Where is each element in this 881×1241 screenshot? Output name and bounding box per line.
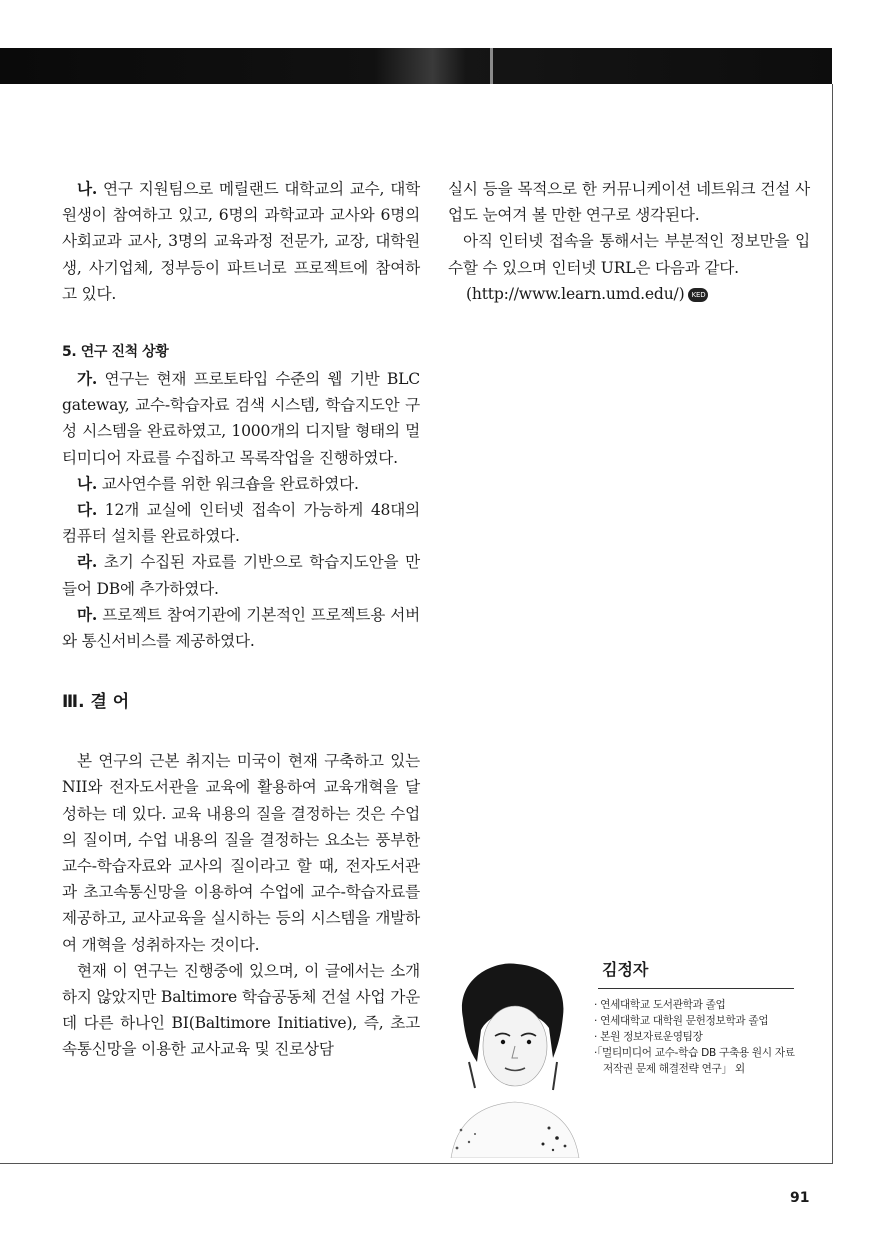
url-line — [448, 281, 810, 307]
bio-item: ·「멀티미디어 교수-학습 DB 구축용 원시 자료 저작권 문제 해결전략 연구」 외 — [594, 1047, 795, 1075]
left-column — [62, 176, 420, 1063]
author-photo — [445, 958, 585, 1158]
item-text: 연구는 현재 프로토타입 수준의 웹 기반 BLC gateway, 교수-학습자료 검색 시스템, 학습지도안 구성 시스템을 완료하였고, 1000개의 디지탈 형태의 멀티미디어 자료를 수집하고 목록작업을 진행하였다. — [62, 370, 420, 467]
paragraph-na — [62, 176, 420, 307]
item-text: 12개 교실에 인터넷 접속이 가능하게 48대의 컴퓨터 설치를 완료하였다. — [62, 501, 420, 546]
continuation-paragraph: 실시 등을 목적으로 한 커뮤니케이션 네트워크 건설 사업도 눈여겨 볼 만한 연구로 생각된다. — [448, 180, 810, 225]
progress-item-ma — [62, 602, 420, 654]
header-bar — [0, 48, 832, 84]
author-profile — [594, 958, 804, 1077]
item-lead: 나. — [77, 179, 98, 198]
item-text: 초기 수집된 자료를 기반으로 학습지도안을 만들어 DB에 추가하였다. — [62, 553, 420, 598]
closing-paragraph: 아직 인터넷 접속을 통해서는 부분적인 정보만을 입수할 수 있으며 인터넷 URL은 다음과 같다. — [448, 232, 810, 277]
chapter-3-heading: Ⅲ. 결 어 — [62, 692, 130, 713]
item-lead: 가. — [77, 369, 98, 389]
item-text: 교사연수를 위한 워크숍을 완료하였다. — [97, 474, 359, 493]
header-bar-divider — [490, 48, 493, 84]
url-link[interactable]: (http://www.learn.umd.edu/) — [466, 284, 685, 303]
item-lead: 나. — [77, 473, 98, 493]
bottom-border-rule — [0, 1163, 833, 1164]
author-name: 김정자 — [602, 960, 649, 979]
item-lead: 마. — [77, 604, 98, 624]
bio-item: · 본원 정보자료운영팀장 — [594, 1031, 703, 1043]
page-number: 91 — [790, 1190, 810, 1206]
section-5-heading: 5. 연구 진척 상황 — [62, 344, 169, 361]
conclusion-paragraph-2: 현재 이 연구는 진행중에 있으며, 이 글에서는 소개하지 않았지만 Baltimore 학습공동체 건설 사업 가운데 다른 하나인 BI(Baltimore Initiative), 즉, 초고속통신망을 이용한 교사교육 및 진로상담 — [62, 961, 420, 1059]
item-text: 프로젝트 참여기관에 기본적인 프로젝트용 서버와 통신서비스를 제공하였다. — [62, 605, 420, 651]
bio-item: · 연세대학교 대학원 문헌정보학과 졸업 — [594, 1015, 769, 1027]
right-border-rule — [832, 84, 833, 1164]
progress-item-ra — [62, 549, 420, 601]
conclusion-paragraph-1: 본 연구의 근본 취지는 미국이 현재 구축하고 있는 NII와 전자도서관을 교육에 활용하여 교육개혁을 달성하는 데 있다. 교육 내용의 질을 결정하는 것은 수업의 질이며, 수업 내용의 질을 결정하는 요소는 풍부한 교수-학습자료와 교사의 질이라고 할 때, 전자도서관과 초고속통신망을 이용하여 수업에 교수-학습자료를 제공하고, 교사교육을 실시하는 등의 시스템을 개발하여 개혁을 성취하자는 것이다. — [62, 752, 420, 954]
item-lead: 다. — [77, 500, 98, 520]
progress-item-ga — [62, 366, 420, 471]
bio-item: · 연세대학교 도서관학과 졸업 — [594, 999, 726, 1011]
progress-item-na — [62, 471, 420, 497]
author-divider — [598, 988, 794, 989]
progress-item-da — [62, 497, 420, 549]
item-text: 연구 지원팀으로 메릴랜드 대학교의 교수, 대학원생이 참여하고 있고, 6명의 과학교과 교사와 6명의 사회교과 교사, 3명의 교육과정 전문가, 교장, 대학원생, 사기업체, 정부등이 파트너로 프로젝트에 참여하고 있다. — [62, 180, 420, 303]
item-lead: 라. — [77, 552, 98, 572]
author-portrait-icon — [445, 958, 585, 1158]
author-bio — [594, 997, 804, 1077]
right-column — [448, 176, 810, 307]
ked-logo-icon: KED — [688, 288, 708, 302]
